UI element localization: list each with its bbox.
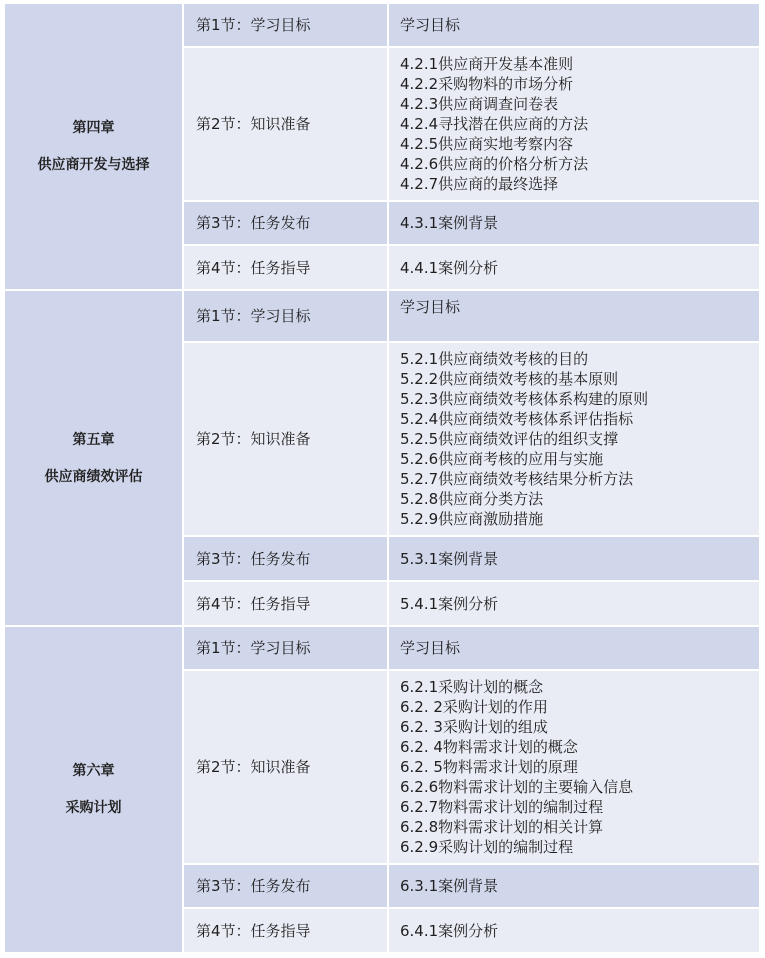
ch6-sec1-label: 第1节：学习目标	[184, 627, 389, 671]
content-line: 5.4.1案例分析	[400, 594, 499, 613]
ch4-sec3-label: 第3节：任务发布	[184, 202, 389, 246]
content-line: 6.2.1采购计划的概念	[400, 678, 544, 696]
ch5-sec2-label: 第2节：知识准备	[184, 343, 389, 537]
content-line: 4.2.3供应商调查问卷表	[400, 95, 559, 113]
chapter-5-cell	[5, 291, 184, 627]
content-line: 6.2. 3采购计划的组成	[400, 718, 548, 736]
content-line: 6.2. 2采购计划的作用	[400, 698, 548, 716]
content-line: 4.3.1案例背景	[400, 214, 499, 232]
ch6-sec1-content	[389, 627, 761, 671]
content-line: 6.2. 5物料需求计划的原理	[400, 758, 578, 776]
ch4-sec2-label: 第2节：知识准备	[184, 48, 389, 202]
content-line: 4.2.6供应商的价格分析方法	[400, 155, 589, 173]
ch6-sec3-content	[389, 865, 761, 909]
content-line: 6.2.8物料需求计划的相关计算	[400, 818, 604, 836]
ch5-sec4-content	[389, 582, 761, 627]
chapter-6-title: 第六章	[72, 763, 115, 779]
content-line: 4.2.4寻找潜在供应商的方法	[400, 115, 589, 133]
chapter-6-name: 采购计划	[65, 800, 122, 816]
content-line: 5.2.6供应商考核的应用与实施	[400, 450, 604, 468]
ch5-sec3-label: 第3节：任务发布	[184, 537, 389, 582]
ch5-sec2-content	[389, 343, 761, 537]
content-line: 学习目标	[400, 16, 461, 34]
chapter-5-title: 第五章	[72, 431, 115, 448]
ch4-sec2-content	[389, 48, 761, 202]
content-line: 6.4.1案例分析	[400, 921, 499, 940]
content-line: 4.2.7供应商的最终选择	[400, 175, 559, 193]
content-line: 4.2.2采购物料的市场分析	[400, 75, 574, 93]
ch6-sec4-label: 第4节：任务指导	[184, 909, 389, 954]
ch6-sec2-content	[389, 671, 761, 865]
content-line: 6.2.7物料需求计划的编制过程	[400, 798, 604, 816]
content-line: 6.2.9采购计划的编制过程	[400, 838, 574, 856]
ch6-sec4-content	[389, 909, 761, 954]
ch5-sec1-label: 第1节：学习目标	[184, 291, 389, 343]
ch4-sec4-label: 第4节：任务指导	[184, 246, 389, 291]
ch4-sec1-label: 第1节：学习目标	[184, 4, 389, 48]
content-line: 6.3.1案例背景	[400, 877, 499, 895]
chapter-5-name: 供应商绩效评估	[44, 468, 143, 485]
content-line: 4.2.1供应商开发基本准则	[400, 55, 574, 73]
content-line: 5.2.8供应商分类方法	[400, 490, 544, 508]
ch4-sec4-content	[389, 246, 761, 291]
content-line: 5.2.2供应商绩效考核的基本原则	[400, 370, 619, 388]
content-line: 5.3.1案例背景	[400, 549, 499, 568]
content-line: 4.4.1案例分析	[400, 258, 499, 277]
ch6-sec3-label: 第3节：任务发布	[184, 865, 389, 909]
content-line: 5.2.5供应商绩效评估的组织支撑	[400, 430, 619, 448]
content-line: 5.2.9供应商激励措施	[400, 510, 544, 528]
content-line: 6.2.6物料需求计划的主要输入信息	[400, 778, 634, 796]
content-line: 学习目标	[400, 639, 461, 657]
chapter-4-name: 供应商开发与选择	[37, 157, 150, 173]
ch4-sec3-content	[389, 202, 761, 246]
ch5-sec3-content	[389, 537, 761, 582]
content-line: 5.2.7供应商绩效考核结果分析方法	[400, 470, 634, 488]
content-line: 5.2.1供应商绩效考核的目的	[400, 350, 589, 368]
content-line: 学习目标	[400, 298, 461, 316]
chapter-4-title: 第四章	[72, 120, 115, 136]
content-line: 4.2.5供应商实地考察内容	[400, 135, 574, 153]
content-line: 5.2.3供应商绩效考核体系构建的原则	[400, 390, 649, 408]
chapter-4-cell	[5, 4, 184, 291]
ch5-sec4-label: 第4节：任务指导	[184, 582, 389, 627]
chapter-6-cell	[5, 627, 184, 954]
content-line: 6.2. 4物料需求计划的概念	[400, 738, 578, 756]
ch5-sec1-content	[389, 291, 761, 343]
content-line: 5.2.4供应商绩效考核体系评估指标	[400, 410, 634, 428]
ch6-sec2-label: 第2节：知识准备	[184, 671, 389, 865]
ch4-sec1-content	[389, 4, 761, 48]
